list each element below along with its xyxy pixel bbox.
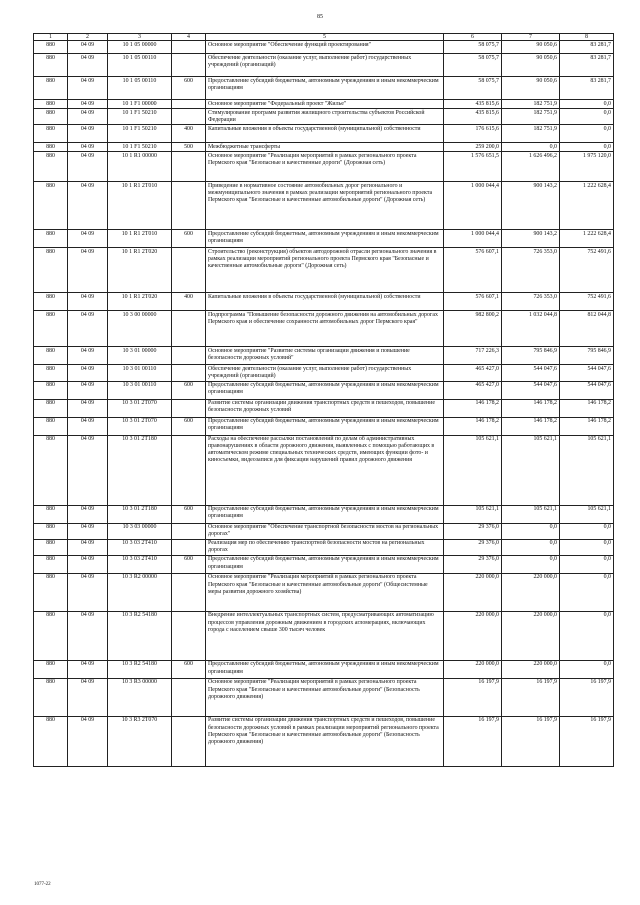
cell-ministry-code: 880 — [34, 611, 68, 660]
cell-description: Капитальные вложения в объекты государственной (муниципальной) собственности — [206, 125, 444, 143]
cell-amount-col8: 0,0 — [560, 100, 614, 109]
cell-amount-col6: 435 815,6 — [444, 109, 502, 125]
cell-amount-col6: 16 197,9 — [444, 678, 502, 716]
cell-description: Основное мероприятие "Федеральный проект "Жилье" — [206, 100, 444, 109]
cell-section-code: 04 09 — [68, 182, 108, 230]
cell-expense-type — [172, 611, 206, 660]
cell-section-code: 04 09 — [68, 435, 108, 505]
cell-ministry-code: 880 — [34, 399, 68, 417]
cell-ministry-code: 880 — [34, 417, 68, 435]
table-row — [34, 611, 614, 660]
cell-amount-col8: 16 197,9 — [560, 678, 614, 716]
cell-expense-type — [172, 109, 206, 125]
cell-amount-col6: 58 075,7 — [444, 54, 502, 77]
cell-expense-type — [172, 182, 206, 230]
cell-target-article: 10 3 01 2T180 — [108, 435, 172, 505]
table-row — [34, 293, 614, 311]
cell-amount-col6: 717 226,3 — [444, 347, 502, 365]
cell-expense-type: 600 — [172, 555, 206, 573]
cell-section-code: 04 09 — [68, 143, 108, 152]
cell-description: Подпрограмма "Повышение безопасности дорожного движения на автомобильных дорогах Пермского края и обеспечение сохранности автомобильных дорог Пермского края" — [206, 311, 444, 347]
budget-table — [33, 33, 614, 767]
table-row — [34, 109, 614, 125]
cell-section-code: 04 09 — [68, 716, 108, 766]
cell-amount-col8: 0,0 — [560, 125, 614, 143]
cell-amount-col6: 29 376,0 — [444, 523, 502, 539]
column-header: 5 — [206, 34, 444, 41]
cell-amount-col7: 544 047,6 — [502, 381, 560, 399]
cell-description: Капитальные вложения в объекты государственной (муниципальной) собственности — [206, 293, 444, 311]
table-row — [34, 311, 614, 347]
cell-description: Обеспечение деятельности (оказание услуг, выполнение работ) государственных учреждений (организаций) — [206, 365, 444, 381]
cell-target-article: 10 1 F1 50210 — [108, 109, 172, 125]
cell-amount-col6: 465 427,0 — [444, 365, 502, 381]
table-row — [34, 523, 614, 539]
cell-target-article: 10 1 R1 2T020 — [108, 293, 172, 311]
cell-description: Внедрение интеллектуальных транспортных систем, предусматривающих автоматизацию процессов управления дорожным движением в городских агломерациях, включающих города с населением свыше 300 тысяч человек — [206, 611, 444, 660]
cell-amount-col8: 812 044,8 — [560, 311, 614, 347]
cell-section-code: 04 09 — [68, 611, 108, 660]
table-row — [34, 347, 614, 365]
table-row — [34, 230, 614, 248]
cell-section-code: 04 09 — [68, 109, 108, 125]
cell-ministry-code: 880 — [34, 77, 68, 100]
table-row — [34, 539, 614, 555]
cell-ministry-code: 880 — [34, 125, 68, 143]
cell-expense-type: 500 — [172, 143, 206, 152]
cell-amount-col7: 900 143,2 — [502, 230, 560, 248]
table-row — [34, 100, 614, 109]
cell-target-article: 10 1 F1 00000 — [108, 100, 172, 109]
cell-ministry-code: 880 — [34, 230, 68, 248]
cell-amount-col6: 1 000 044,4 — [444, 182, 502, 230]
cell-target-article: 10 3 03 2T410 — [108, 555, 172, 573]
cell-description: Предоставление субсидий бюджетным, автономным учреждениям и иным некоммерческим организациям — [206, 230, 444, 248]
table-row — [34, 417, 614, 435]
column-header: 6 — [444, 34, 502, 41]
cell-amount-col6: 58 075,7 — [444, 41, 502, 54]
cell-expense-type — [172, 716, 206, 766]
cell-target-article: 10 1 R1 2T020 — [108, 248, 172, 293]
table-row — [34, 125, 614, 143]
cell-description: Основное мероприятие "Реализация мероприятий в рамках регионального проекта Пермского края "Безопасные и качественные дороги" (Дорожная сеть) — [206, 152, 444, 182]
cell-description: Предоставление субсидий бюджетным, автономным учреждениям и иным некоммерческим организациям — [206, 555, 444, 573]
table-row — [34, 77, 614, 100]
cell-section-code: 04 09 — [68, 660, 108, 678]
cell-amount-col7: 0,0 — [502, 539, 560, 555]
cell-amount-col8: 0,0 — [560, 660, 614, 678]
cell-section-code: 04 09 — [68, 41, 108, 54]
cell-amount-col7: 90 050,6 — [502, 77, 560, 100]
cell-ministry-code: 880 — [34, 248, 68, 293]
cell-description: Основное мероприятие "Обеспечение транспортной безопасности мостов на региональных дорогах" — [206, 523, 444, 539]
cell-ministry-code: 880 — [34, 381, 68, 399]
cell-description: Обеспечение деятельности (оказание услуг, выполнение работ) государственных учреждений (организаций) — [206, 54, 444, 77]
cell-amount-col6: 576 607,1 — [444, 248, 502, 293]
column-header: 1 — [34, 34, 68, 41]
cell-section-code: 04 09 — [68, 152, 108, 182]
cell-ministry-code: 880 — [34, 435, 68, 505]
cell-section-code: 04 09 — [68, 311, 108, 347]
table-row — [34, 54, 614, 77]
cell-amount-col7: 220 000,0 — [502, 573, 560, 611]
cell-expense-type — [172, 539, 206, 555]
cell-description: Стимулирование программ развития жилищного строительства субъектов Российской Федерации — [206, 109, 444, 125]
cell-target-article: 10 3 R2 54180 — [108, 611, 172, 660]
cell-description: Предоставление субсидий бюджетным, автономным учреждениям и иным некоммерческим организациям — [206, 381, 444, 399]
cell-amount-col8: 0,0 — [560, 611, 614, 660]
cell-section-code: 04 09 — [68, 347, 108, 365]
cell-section-code: 04 09 — [68, 54, 108, 77]
cell-amount-col7: 220 000,0 — [502, 611, 560, 660]
cell-expense-type — [172, 248, 206, 293]
cell-amount-col8: 0,0 — [560, 143, 614, 152]
cell-section-code: 04 09 — [68, 293, 108, 311]
table-row — [34, 555, 614, 573]
cell-expense-type — [172, 435, 206, 505]
cell-amount-col6: 176 615,6 — [444, 125, 502, 143]
table-row — [34, 505, 614, 523]
cell-target-article: 10 3 01 00000 — [108, 347, 172, 365]
cell-amount-col7: 0,0 — [502, 523, 560, 539]
cell-section-code: 04 09 — [68, 573, 108, 611]
cell-ministry-code: 880 — [34, 716, 68, 766]
cell-target-article: 10 3 R2 54180 — [108, 660, 172, 678]
cell-target-article: 10 3 R3 2T070 — [108, 716, 172, 766]
cell-amount-col8: 105 621,1 — [560, 505, 614, 523]
cell-ministry-code: 880 — [34, 293, 68, 311]
cell-amount-col8: 0,0 — [560, 539, 614, 555]
cell-amount-col6: 146 178,2 — [444, 417, 502, 435]
cell-amount-col7: 182 751,9 — [502, 109, 560, 125]
cell-amount-col7: 146 178,2 — [502, 417, 560, 435]
cell-amount-col6: 29 376,0 — [444, 555, 502, 573]
cell-amount-col8: 83 281,7 — [560, 41, 614, 54]
cell-amount-col8: 1 222 628,4 — [560, 230, 614, 248]
cell-section-code: 04 09 — [68, 125, 108, 143]
cell-section-code: 04 09 — [68, 248, 108, 293]
cell-description: Предоставление субсидий бюджетным, автономным учреждениям и иным некоммерческим организациям — [206, 77, 444, 100]
cell-amount-col7: 16 197,9 — [502, 716, 560, 766]
cell-amount-col6: 220 000,0 — [444, 660, 502, 678]
cell-section-code: 04 09 — [68, 417, 108, 435]
cell-amount-col7: 16 197,9 — [502, 678, 560, 716]
cell-target-article: 10 1 05 00000 — [108, 41, 172, 54]
cell-description: Основное мероприятие "Обеспечение функций проектирования" — [206, 41, 444, 54]
cell-target-article: 10 1 F1 50210 — [108, 143, 172, 152]
cell-description: Расходы на обеспечение рассылки постановлений по делам об административных правонарушениях в области дорожного движения, выявленных с помощью работающих в автоматическом режиме специальных технических средств, имеющих функции фото- и киносъемки, видеозаписи для фиксации нарушений правил дорожного движения — [206, 435, 444, 505]
cell-amount-col7: 0,0 — [502, 555, 560, 573]
cell-ministry-code: 880 — [34, 555, 68, 573]
table-row — [34, 435, 614, 505]
table-row — [34, 365, 614, 381]
cell-ministry-code: 880 — [34, 41, 68, 54]
cell-section-code: 04 09 — [68, 539, 108, 555]
cell-expense-type — [172, 54, 206, 77]
cell-ministry-code: 880 — [34, 100, 68, 109]
cell-expense-type: 600 — [172, 381, 206, 399]
cell-expense-type: 600 — [172, 77, 206, 100]
cell-amount-col8: 1 975 120,0 — [560, 152, 614, 182]
cell-amount-col6: 576 607,1 — [444, 293, 502, 311]
cell-amount-col8: 105 621,1 — [560, 435, 614, 505]
cell-amount-col7: 90 050,6 — [502, 41, 560, 54]
table-row — [34, 41, 614, 54]
cell-description: Основное мероприятие "Развитие системы организации движения и повышение безопасности дорожных условий" — [206, 347, 444, 365]
cell-ministry-code: 880 — [34, 54, 68, 77]
table-row — [34, 573, 614, 611]
cell-amount-col6: 105 621,1 — [444, 435, 502, 505]
table-row — [34, 678, 614, 716]
table-row — [34, 143, 614, 152]
cell-amount-col6: 1 000 044,4 — [444, 230, 502, 248]
cell-target-article: 10 3 01 2T070 — [108, 417, 172, 435]
cell-target-article: 10 1 05 00110 — [108, 77, 172, 100]
cell-amount-col6: 259 200,0 — [444, 143, 502, 152]
cell-amount-col8: 795 846,9 — [560, 347, 614, 365]
table-row — [34, 660, 614, 678]
table-row — [34, 716, 614, 766]
cell-expense-type — [172, 365, 206, 381]
cell-amount-col7: 105 621,1 — [502, 435, 560, 505]
cell-description: Межбюджетные трансферты — [206, 143, 444, 152]
cell-section-code: 04 09 — [68, 381, 108, 399]
cell-ministry-code: 880 — [34, 347, 68, 365]
cell-amount-col7: 795 846,9 — [502, 347, 560, 365]
cell-amount-col8: 1 222 628,4 — [560, 182, 614, 230]
cell-amount-col6: 146 178,2 — [444, 399, 502, 417]
cell-amount-col8: 83 281,7 — [560, 54, 614, 77]
column-header: 2 — [68, 34, 108, 41]
cell-ministry-code: 880 — [34, 678, 68, 716]
cell-description: Развитие системы организации движения транспортных средств и пешеходов, повышение безопасности дорожных условий в рамках реализации мероприятий регионального проекта Пермского края "Безопасные и качественные автомобильные дороги" (Безопасность дорожного движения) — [206, 716, 444, 766]
cell-description: Строительство (реконструкция) объектов автодорожной отрасли регионального значения в рамках реализации мероприятий регионального проекта Пермского края "Безопасные и качественные автомобильные дороги" (Дорожная сеть) — [206, 248, 444, 293]
cell-expense-type — [172, 399, 206, 417]
cell-section-code: 04 09 — [68, 678, 108, 716]
cell-amount-col8: 752 491,6 — [560, 293, 614, 311]
cell-amount-col8: 0,0 — [560, 555, 614, 573]
cell-amount-col6: 16 197,9 — [444, 716, 502, 766]
cell-amount-col8: 544 047,6 — [560, 381, 614, 399]
cell-amount-col6: 1 576 651,5 — [444, 152, 502, 182]
table-header-row — [34, 34, 614, 41]
cell-section-code: 04 09 — [68, 505, 108, 523]
cell-amount-col8: 752 491,6 — [560, 248, 614, 293]
cell-target-article: 10 1 F1 50210 — [108, 125, 172, 143]
cell-amount-col6: 58 075,7 — [444, 77, 502, 100]
cell-ministry-code: 880 — [34, 660, 68, 678]
cell-amount-col6: 105 621,1 — [444, 505, 502, 523]
cell-expense-type — [172, 347, 206, 365]
cell-amount-col7: 182 751,9 — [502, 125, 560, 143]
cell-expense-type — [172, 311, 206, 347]
cell-expense-type: 600 — [172, 505, 206, 523]
cell-target-article: 10 1 R1 2T010 — [108, 230, 172, 248]
cell-target-article: 10 3 00 00000 — [108, 311, 172, 347]
table-body — [34, 41, 614, 767]
cell-target-article: 10 1 R1 2T010 — [108, 182, 172, 230]
cell-target-article: 10 3 01 2T180 — [108, 505, 172, 523]
cell-expense-type — [172, 678, 206, 716]
cell-expense-type: 400 — [172, 125, 206, 143]
cell-target-article: 10 1 R1 00000 — [108, 152, 172, 182]
cell-target-article: 10 3 03 2T410 — [108, 539, 172, 555]
cell-expense-type: 600 — [172, 417, 206, 435]
column-header: 7 — [502, 34, 560, 41]
cell-amount-col7: 105 621,1 — [502, 505, 560, 523]
cell-ministry-code: 880 — [34, 152, 68, 182]
cell-amount-col6: 220 000,0 — [444, 573, 502, 611]
cell-amount-col7: 1 032 044,8 — [502, 311, 560, 347]
cell-expense-type: 400 — [172, 293, 206, 311]
cell-expense-type — [172, 152, 206, 182]
cell-section-code: 04 09 — [68, 365, 108, 381]
cell-description: Основное мероприятие "Реализация мероприятий в рамках регионального проекта Пермского края "Безопасные и качественные автомобильные дороги" (Безопасность дорожного движения) — [206, 678, 444, 716]
column-header: 3 — [108, 34, 172, 41]
cell-amount-col8: 544 047,6 — [560, 365, 614, 381]
cell-target-article: 10 1 05 00110 — [108, 54, 172, 77]
cell-amount-col8: 83 281,7 — [560, 77, 614, 100]
cell-target-article: 10 3 01 2T070 — [108, 399, 172, 417]
cell-description: Реализация мер по обеспечению транспортной безопасности мостов на региональных дорогах — [206, 539, 444, 555]
cell-amount-col7: 900 143,2 — [502, 182, 560, 230]
cell-description: Предоставление субсидий бюджетным, автономным учреждениям и иным некоммерческим организациям — [206, 417, 444, 435]
cell-amount-col7: 182 751,9 — [502, 100, 560, 109]
cell-expense-type — [172, 573, 206, 611]
cell-expense-type — [172, 523, 206, 539]
cell-amount-col7: 726 353,0 — [502, 248, 560, 293]
table-row — [34, 381, 614, 399]
cell-amount-col8: 0,0 — [560, 109, 614, 125]
cell-ministry-code: 880 — [34, 365, 68, 381]
cell-expense-type — [172, 41, 206, 54]
cell-ministry-code: 880 — [34, 523, 68, 539]
cell-section-code: 04 09 — [68, 555, 108, 573]
cell-ministry-code: 880 — [34, 539, 68, 555]
cell-ministry-code: 880 — [34, 143, 68, 152]
cell-amount-col6: 465 427,0 — [444, 381, 502, 399]
cell-section-code: 04 09 — [68, 523, 108, 539]
cell-expense-type: 600 — [172, 660, 206, 678]
cell-target-article: 10 3 01 00110 — [108, 381, 172, 399]
footer-code: 1077-22 — [34, 882, 51, 887]
cell-amount-col8: 16 197,9 — [560, 716, 614, 766]
cell-amount-col7: 220 000,0 — [502, 660, 560, 678]
cell-ministry-code: 880 — [34, 573, 68, 611]
page-number: 85 — [317, 14, 323, 20]
cell-section-code: 04 09 — [68, 100, 108, 109]
cell-amount-col6: 982 800,2 — [444, 311, 502, 347]
table-row — [34, 152, 614, 182]
cell-target-article: 10 3 R3 00000 — [108, 678, 172, 716]
cell-description: Приведение в нормативное состояние автомобильных дорог регионального и межмуниципального значения в рамках реализации мероприятий регионального проекта Пермского края "Безопасные и качественные автомобильные дороги" (Дорожная сеть) — [206, 182, 444, 230]
cell-target-article: 10 3 01 00110 — [108, 365, 172, 381]
table-row — [34, 399, 614, 417]
cell-amount-col8: 146 178,2 — [560, 417, 614, 435]
cell-amount-col7: 726 353,0 — [502, 293, 560, 311]
cell-amount-col8: 146 178,2 — [560, 399, 614, 417]
cell-ministry-code: 880 — [34, 505, 68, 523]
cell-amount-col7: 544 047,6 — [502, 365, 560, 381]
cell-amount-col6: 29 376,0 — [444, 539, 502, 555]
cell-section-code: 04 09 — [68, 230, 108, 248]
cell-amount-col7: 1 626 496,2 — [502, 152, 560, 182]
cell-target-article: 10 3 03 00000 — [108, 523, 172, 539]
cell-section-code: 04 09 — [68, 399, 108, 417]
cell-amount-col6: 435 815,6 — [444, 100, 502, 109]
cell-target-article: 10 3 R2 00000 — [108, 573, 172, 611]
cell-amount-col8: 0,0 — [560, 523, 614, 539]
cell-description: Предоставление субсидий бюджетным, автономным учреждениям и иным некоммерческим организациям — [206, 660, 444, 678]
column-header: 8 — [560, 34, 614, 41]
cell-amount-col7: 0,0 — [502, 143, 560, 152]
cell-amount-col7: 90 050,6 — [502, 54, 560, 77]
cell-amount-col7: 146 178,2 — [502, 399, 560, 417]
cell-ministry-code: 880 — [34, 182, 68, 230]
column-header: 4 — [172, 34, 206, 41]
cell-expense-type: 600 — [172, 230, 206, 248]
cell-description: Развитие системы организации движения транспортных средств и пешеходов, повышение безопасности дорожных условий — [206, 399, 444, 417]
cell-ministry-code: 880 — [34, 109, 68, 125]
cell-amount-col8: 0,0 — [560, 573, 614, 611]
table-row — [34, 182, 614, 230]
cell-description: Основное мероприятие "Реализация мероприятий в рамках регионального проекта Пермского края "Безопасные и качественные автомобильные дороги" (Общесистемные меры развития дорожного хозяйства) — [206, 573, 444, 611]
cell-section-code: 04 09 — [68, 77, 108, 100]
cell-ministry-code: 880 — [34, 311, 68, 347]
table-row — [34, 248, 614, 293]
cell-expense-type — [172, 100, 206, 109]
cell-description: Предоставление субсидий бюджетным, автономным учреждениям и иным некоммерческим организациям — [206, 505, 444, 523]
cell-amount-col6: 220 000,0 — [444, 611, 502, 660]
